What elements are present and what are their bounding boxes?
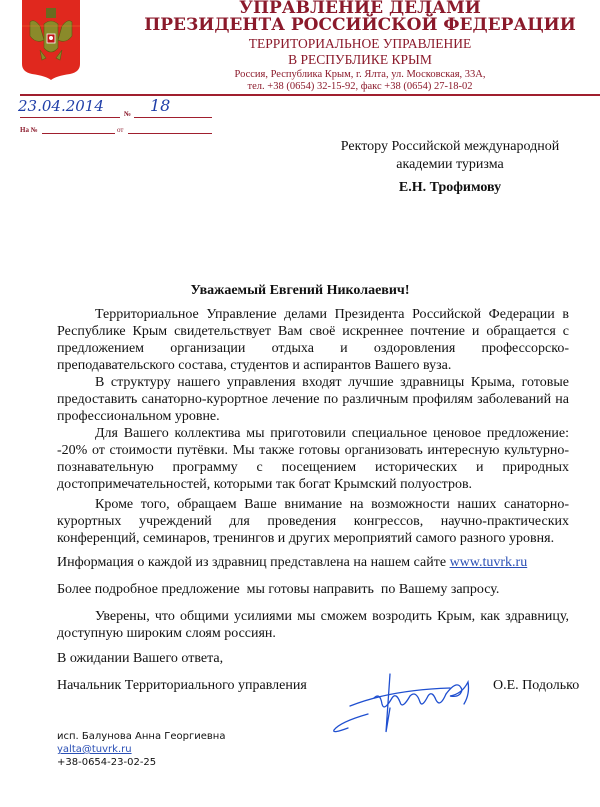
paragraph-1-text: Территориальное Управление делами Президента Российской Федерации в Республике Крым свидетельствует Вам своё искреннее почтение и обращается с предложением организации отдыха и оздоровления профессорско-преподавательского состава, студентов и аспирантов Вашего вуза. [57,307,569,373]
paragraph-4 [57,496,569,547]
ref-number-line [42,133,115,134]
ref-date-label: от [117,126,124,134]
signatory-name: О.Е. Подолько [493,678,580,693]
executor-email-link[interactable]: yalta@tuvrk.ru [57,744,132,755]
offer-paragraph: Более подробное предложение мы готовы направить по Вашему запросу. [57,582,500,597]
handwritten-date: 23.04.2014 [18,97,104,115]
addressee-name: Е.Н. Трофимову [398,180,502,195]
date-line [20,117,120,118]
executor-name: исп. Балунова Анна Георгиевна [57,731,226,742]
signatory-position: Начальник Территориального управления [57,678,307,693]
ref-number-label: На № [20,126,38,134]
website-link[interactable]: www.tuvrk.ru [449,555,528,570]
number-label: № [124,110,132,118]
addressee-line2: академии туризма [396,157,504,172]
closing-paragraph-text: Уверены, что общими усилиями мы сможем возродить Крым, как здравницу, доступную широким слоям россиян. [57,609,569,641]
number-line [134,117,212,118]
letterhead-title-line1: УПРАВЛЕНИЕ ДЕЛАМИ [239,0,481,18]
paragraph-3 [57,425,569,493]
letterhead-divider [20,94,600,96]
paragraph-1 [57,306,569,374]
greeting: Уважаемый Евгений Николаевич! [190,283,410,298]
info-paragraph [57,554,569,571]
info-text: Информация о каждой из здравниц представлена на нашем сайте [57,555,447,570]
paragraph-4-text: Кроме того, обращаем Ваше внимание на возможности наших санаторно-курортных учреждений для проведения конгрессов, научно-практических конференций, семинаров, тренингов и других мероприятий самого разного уровня. [57,497,569,546]
paragraph-2-text: В структуру нашего управления входят лучшие здравницы Крыма, готовые предоставить санаторно-курортное лечение по различным профилям заболеваний на профессиональном уровне. [57,375,569,424]
paragraph-3-text: Для Вашего коллектива мы приготовили специальное ценовое предложение: -20% от стоимости путёвки. Мы также готовы организовать интересную культурно-познавательную программу с посещением исторических и природных достопримечательностей, которыми так богат Крымский полуостров. [57,426,569,492]
closing-paragraph [57,608,569,642]
letterhead-contacts: тел. +38 (0654) 32-15-92, факс +38 (0654) 27-18-02 [247,81,473,92]
letterhead-title-line2: ПРЕЗИДЕНТА РОССИЙСКОЙ ФЕДЕРАЦИИ [144,15,576,35]
letterhead-address: Россия, Республика Крым, г. Ялта, ул. Московская, 33А, [234,69,486,80]
coat-of-arms-emblem [20,0,82,80]
ref-date-line [128,133,212,134]
letterhead-subtitle-line2: В РЕСПУБЛИКЕ КРЫМ [288,52,432,67]
closing-line: В ожидании Вашего ответа, [57,651,224,666]
paragraph-2 [57,374,569,425]
letterhead-subtitle-line1: ТЕРРИТОРИАЛЬНОЕ УПРАВЛЕНИЕ [248,36,472,51]
handwritten-signature [330,668,490,740]
executor-phone: +38-0654-23-02-25 [57,757,157,768]
addressee-line1: Ректору Российской международной [340,139,560,154]
handwritten-number: 18 [150,96,171,115]
